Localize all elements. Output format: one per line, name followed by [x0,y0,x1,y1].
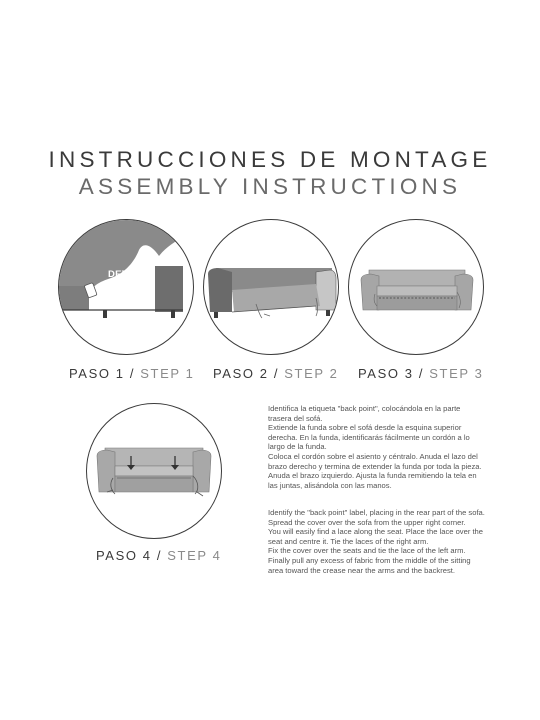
instructions-spanish [268,404,486,490]
instruction-es-4: Anuda el brazo izquierdo. Ajusta la funda remitiendo la tela en las juntas, alisándola con las manos. [268,471,477,490]
instructions-english [268,508,486,575]
step-1-separator: / [129,366,136,381]
step-4-separator: / [156,548,163,563]
step-3-label [358,366,483,381]
step-2-step: STEP 2 [284,366,339,381]
step-1-step: STEP 1 [140,366,195,381]
step-2-separator: / [273,366,280,381]
instruction-es-1: Identifica la etiqueta "back point", colocándola en la parte trasera del sofá. [268,404,461,423]
back-label-text-1: DETRÁS [108,269,149,280]
instruction-en-4: Fix the cover over the seats and tie the lace of the left arm. Finally pull any excess of fabric from the middle of the sitting area toward the crease near the arms and the backrest. [268,546,471,575]
instruction-en-3: You will easily find a lace along the seat. Place the lace over the seat and centre it. Tie the laces of the right arm. [268,527,484,546]
step-2-paso: PASO 2 [213,366,269,381]
instruction-es-2: Extiende la funda sobre el sofá desde la esquina superior derecha. En la funda, identificarás fácilmente un cordón a lo largo de la funda. [268,423,470,452]
step-4-paso: PASO 4 [96,548,152,563]
back-label-text-2: BACK [115,281,144,292]
sofa-adjust-cover-icon [87,404,221,538]
instruction-es-3: Coloca el cordón sobre el asiento y céntralo. Anuda el lazo del brazo derecho y termina de extender la funda por toda la pieza. [268,451,482,471]
step-3-step: STEP 3 [429,366,484,381]
page-title-english: ASSEMBLY INSTRUCTIONS [78,174,462,199]
instruction-en-2: Spread the cover over the sofa from the upper right corner. [268,517,466,527]
step-1-label [69,366,194,381]
sofa-spread-cover-icon [204,220,338,354]
step-4-illustration [86,403,222,539]
step-1-illustration [58,219,194,355]
step-4-step: STEP 4 [167,548,222,563]
step-4-label [96,548,221,563]
page-title-spanish: INSTRUCCIONES DE MONTAGE [48,147,492,172]
step-3-separator: / [418,366,425,381]
step-2-illustration [203,219,339,355]
instruction-en-1: Identify the "back point" label, placing in the rear part of the sofa. [268,508,485,517]
step-2-label [213,366,338,381]
sofa-covered-icon [349,220,483,354]
step-3-paso: PASO 3 [358,366,414,381]
step-1-paso: PASO 1 [69,366,125,381]
step-3-illustration [348,219,484,355]
